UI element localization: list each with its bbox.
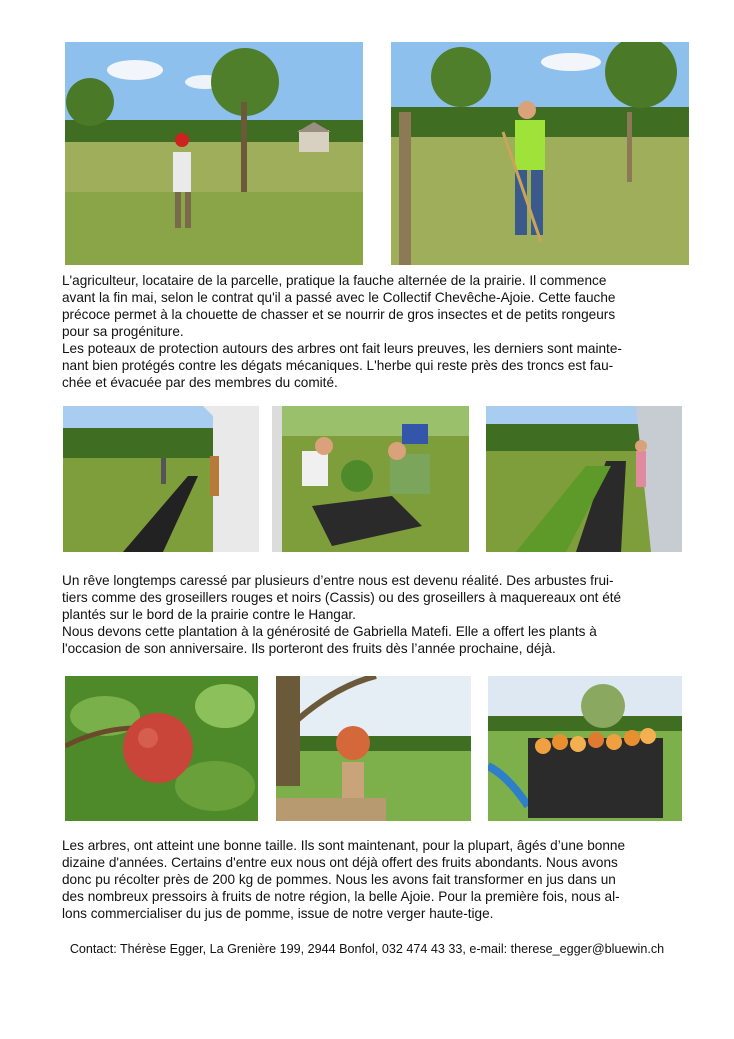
text-line: lons commercialiser du jus de pomme, issue de notre verger haute-tige. xyxy=(62,906,494,921)
photo-apple-on-branch xyxy=(65,676,258,821)
text-line: pour sa progéniture. xyxy=(62,324,184,339)
contact-line: Contact: Thérèse Egger, La Grenière 199, 2944 Bonfol, 032 474 43 33, e-mail: therese_egger@bluewin.ch xyxy=(69,942,665,956)
text-line: plantés sur le bord de la prairie contre le Hangar. xyxy=(62,607,356,622)
text-line: des nombreux pressoirs à fruits de notre région, la belle Ajoie. Pour la première fois, nous al- xyxy=(62,889,620,904)
text-line: précoce permet à la chouette de chasser et se nourrir de gros insectes et de petits rongeurs xyxy=(62,307,616,322)
text-line: avant la fin mai, selon le contrat qu'il a passé avec le Collectif Chevêche-Ajoie. Cette fauche xyxy=(62,290,616,305)
photo-apple-crates xyxy=(488,676,682,821)
text-line: chée et évacuée par des membres du comité. xyxy=(62,375,338,390)
photo-hangar-path xyxy=(63,406,259,552)
text-line: Un rêve longtemps caressé par plusieurs d’entre nous est devenu réalité. Des arbustes frui- xyxy=(62,573,614,588)
paragraph-shrubs xyxy=(62,572,678,657)
paragraph-apples xyxy=(62,837,678,922)
photo-shrub-row xyxy=(486,406,682,552)
photo-apple-on-post xyxy=(276,676,471,821)
paragraph-mowing xyxy=(62,272,678,391)
photo-raking-grass xyxy=(391,42,689,265)
text-line: donc pu récolter près de 200 kg de pommes. Nous les avons fait transformer en jus dans un xyxy=(62,872,616,887)
text-line: Les poteaux de protection autours des arbres ont fait leurs preuves, les derniers sont mainte- xyxy=(62,341,622,356)
text-line: tiers comme des groseillers rouges et noirs (Cassis) ou des groseillers à maquereaux ont été xyxy=(62,590,622,605)
text-line: nant bien protégés contre les dégats mécaniques. L'herbe qui reste près des troncs est fau- xyxy=(62,358,614,373)
text-line: L'agriculteur, locataire de la parcelle, pratique la fauche alternée de la prairie. Il commence xyxy=(62,273,607,288)
text-line: Nous devons cette plantation à la générosité de Gabriella Matefi. Elle a offert les plants à xyxy=(62,624,597,639)
photo-mowing-strimmer xyxy=(65,42,363,265)
text-line: Les arbres, ont atteint une bonne taille. Ils sont maintenant, pour la plupart, âgés d’une bonne xyxy=(62,838,626,853)
text-line: dizaine d'années. Certains d'entre eux nous ont déjà offert des fruits abondants. Nous avons xyxy=(62,855,618,870)
text-line: l'occasion de son anniversaire. Ils porteront des fruits dès l’année prochaine, déjà. xyxy=(62,641,556,656)
photo-planting-shrubs xyxy=(272,406,469,552)
